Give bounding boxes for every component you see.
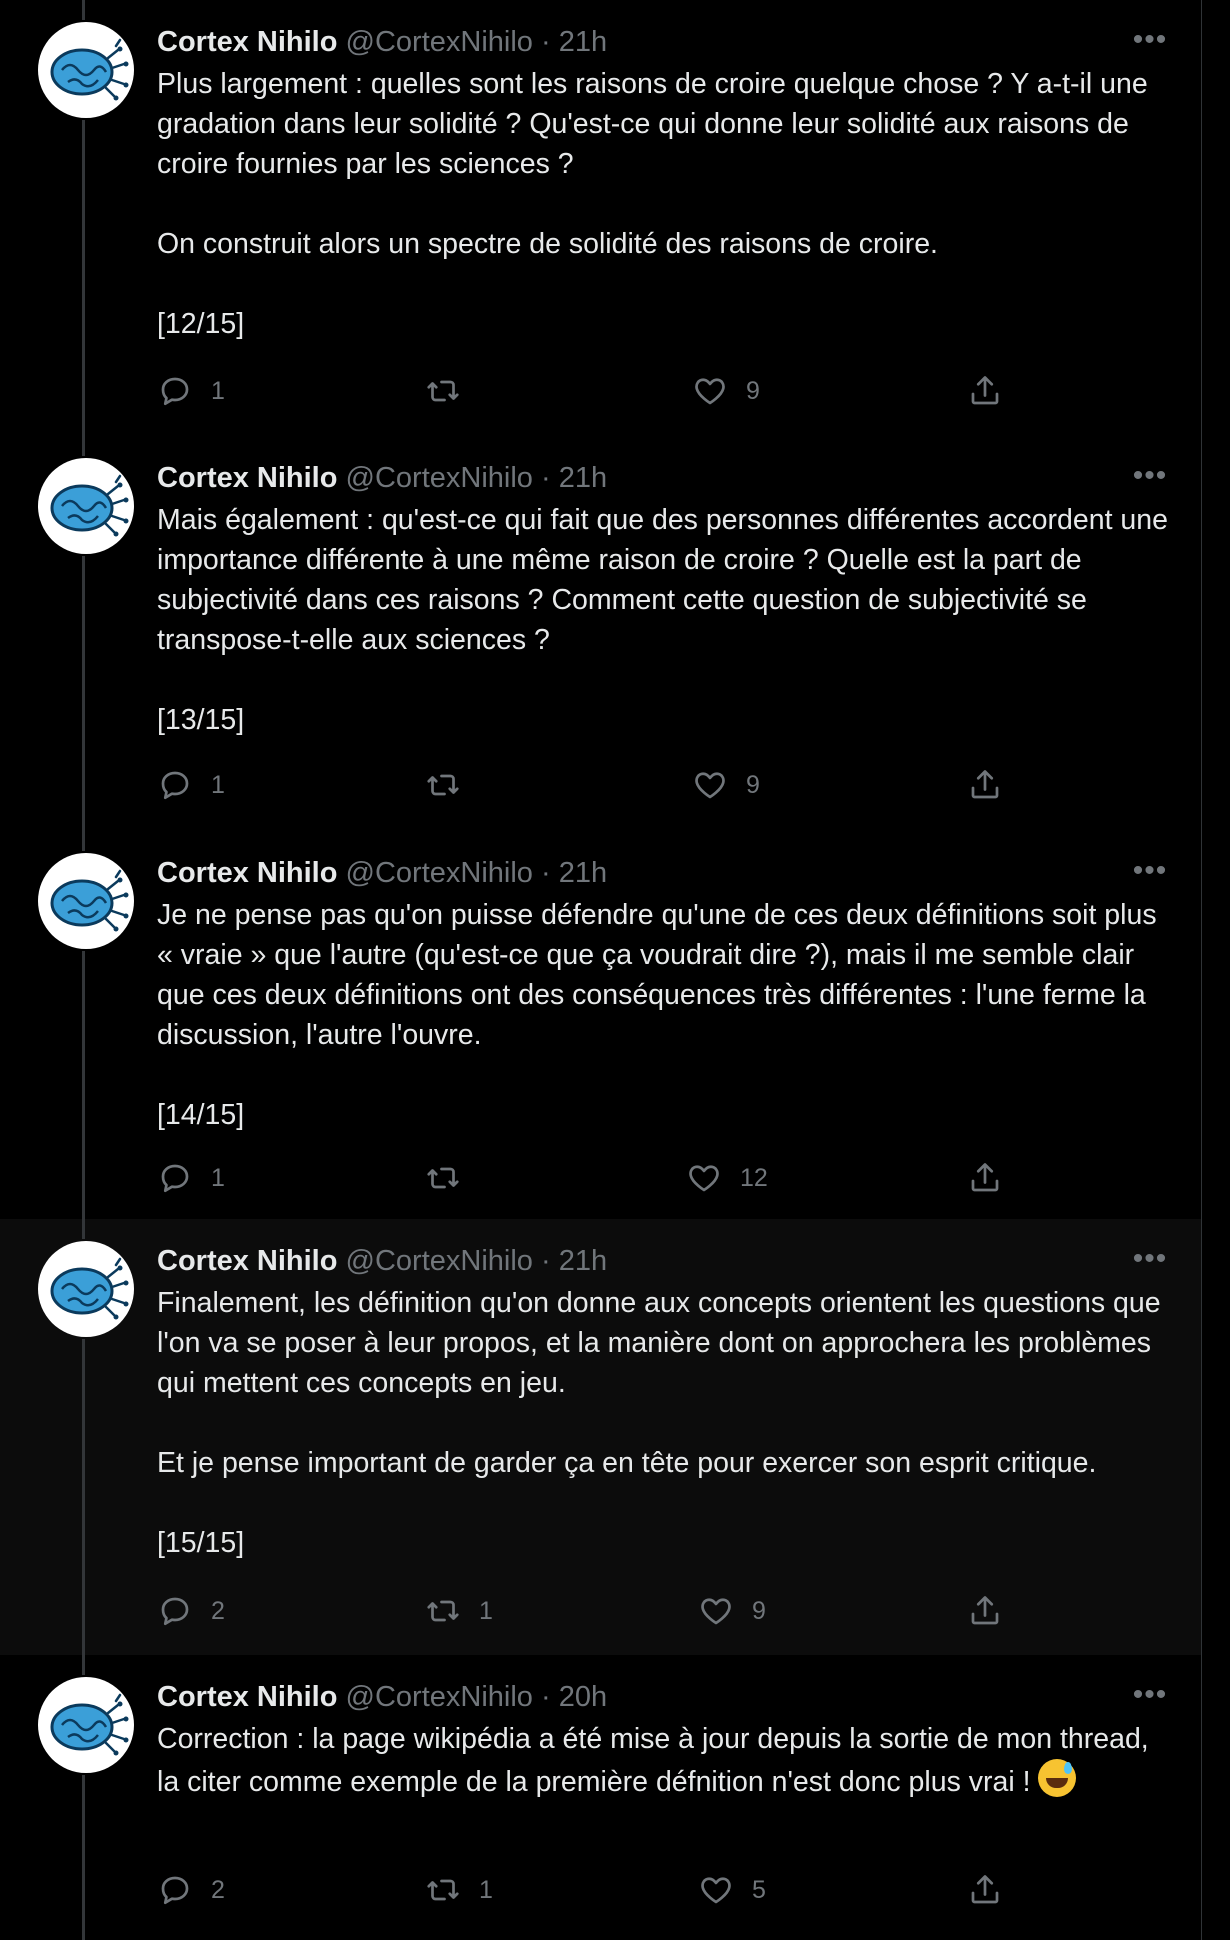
tweet-highlighted[interactable]: [0, 1219, 1201, 1655]
tweet-paragraph: Plus largement : quelles sont les raisons de croire quelque chose ? Y a-t-il une gradation dans leur solidité ? Qu'est-ce qui donne leur solidité aux raisons de croire fournies par les sciences ?: [157, 68, 1156, 180]
share-button[interactable]: [967, 765, 1021, 805]
tweet-paragraph-text: Correction : la page wikipédia a été mise à jour depuis la sortie de mon thread, la citer comme exemple de la première défnition n'est donc plus vrai !: [157, 1723, 1157, 1798]
reply-count: 2: [211, 1596, 225, 1625]
author-handle[interactable]: @CortexNihilo: [345, 857, 533, 889]
tweet[interactable]: [0, 0, 1201, 436]
retweet-button[interactable]: [425, 371, 489, 411]
reply-button[interactable]: [157, 765, 225, 805]
reply-icon: [157, 1872, 193, 1908]
tweet-paragraph: Et je pense important de garder ça en tête pour exercer son esprit critique.: [157, 1447, 1097, 1479]
thread-line: [82, 120, 85, 436]
tweet-actions: [157, 1591, 1017, 1631]
retweet-button[interactable]: [425, 1158, 489, 1198]
reply-icon: [157, 767, 193, 803]
share-button[interactable]: [967, 1158, 1021, 1198]
tweet-paragraph: [13/15]: [157, 704, 245, 736]
avatar[interactable]: [38, 853, 134, 949]
author-handle[interactable]: @CortexNihilo: [345, 1245, 533, 1277]
blue-brain-icon: [38, 22, 134, 118]
tweet-actions: [157, 371, 1017, 411]
thread-line: [82, 436, 85, 456]
blue-brain-icon: [38, 853, 134, 949]
more-horizontal-icon[interactable]: •••: [1132, 23, 1168, 56]
tweet-paragraph: Je ne pense pas qu'on puisse défendre qu'une de ces deux définitions soit plus « vraie » que l'autre (qu'est-ce que ça voudrait dire ?), mais il me semble clair que ces deux définitions ont des conséquences très différentes : l'une ferme la discussion, l'autre l'ouvre.: [157, 899, 1165, 1051]
reply-button[interactable]: [157, 1870, 225, 1910]
tweet-actions: [157, 1870, 1017, 1910]
share-button[interactable]: [967, 371, 1021, 411]
tweet[interactable]: [0, 436, 1201, 831]
reply-button[interactable]: [157, 1591, 225, 1631]
author-name[interactable]: Cortex Nihilo: [157, 1681, 338, 1713]
tweet-header: [157, 458, 607, 498]
separator: ·: [540, 462, 551, 494]
tweet[interactable]: [0, 1655, 1201, 1940]
retweet-count: 1: [479, 1596, 493, 1625]
reply-button[interactable]: [157, 1158, 225, 1198]
share-icon: [967, 1593, 1003, 1629]
like-count: 9: [752, 1596, 766, 1625]
reply-icon: [157, 1593, 193, 1629]
tweet-actions: [157, 1158, 1017, 1198]
retweet-count: 1: [479, 1875, 493, 1904]
tweet-text: [157, 500, 1177, 740]
tweet-paragraph: Mais également : qu'est-ce qui fait que des personnes différentes accordent une importance différente à une même raison de croire ? Quelle est la part de subjectivité dans ces raisons ? Comment cette question de subjectivité se transpose-t-elle aux sciences ?: [157, 504, 1176, 656]
like-count: 12: [740, 1163, 768, 1192]
share-icon: [967, 1160, 1003, 1196]
thread-line: [82, 0, 85, 20]
like-count: 9: [746, 770, 760, 799]
blue-brain-icon: [38, 1677, 134, 1773]
blue-brain-icon: [38, 458, 134, 554]
reply-icon: [157, 1160, 193, 1196]
heart-icon: [692, 373, 728, 409]
retweet-icon: [425, 767, 461, 803]
more-horizontal-icon[interactable]: •••: [1132, 854, 1168, 887]
retweet-icon: [425, 1160, 461, 1196]
tweet-header: [157, 1677, 607, 1717]
author-handle[interactable]: @CortexNihilo: [345, 1681, 533, 1713]
timestamp[interactable]: 21h: [558, 462, 608, 494]
separator: ·: [540, 857, 551, 889]
blue-brain-icon: [38, 1241, 134, 1337]
author-handle[interactable]: @CortexNihilo: [345, 26, 533, 58]
tweet-header: [157, 22, 607, 62]
separator: ·: [540, 1681, 551, 1713]
separator: ·: [540, 1245, 551, 1277]
separator: ·: [540, 26, 551, 58]
timestamp[interactable]: 21h: [558, 857, 608, 889]
heart-icon: [686, 1160, 722, 1196]
tweet-text: [157, 1283, 1177, 1563]
more-horizontal-icon[interactable]: •••: [1132, 459, 1168, 492]
share-button[interactable]: [967, 1870, 1021, 1910]
tweet-text: [157, 1719, 1177, 1802]
thread-line: [82, 831, 85, 851]
author-name[interactable]: Cortex Nihilo: [157, 1245, 338, 1277]
tweet-paragraph: [15/15]: [157, 1527, 245, 1559]
author-name[interactable]: Cortex Nihilo: [157, 857, 338, 889]
avatar[interactable]: [38, 1677, 134, 1773]
reply-icon: [157, 373, 193, 409]
avatar[interactable]: [38, 1241, 134, 1337]
tweet-paragraph: [157, 1719, 1177, 1802]
tweet-text: [157, 895, 1177, 1135]
retweet-icon: [425, 1593, 461, 1629]
share-icon: [967, 767, 1003, 803]
like-button[interactable]: [686, 1158, 768, 1198]
reply-button[interactable]: [157, 371, 225, 411]
more-horizontal-icon[interactable]: •••: [1132, 1242, 1168, 1275]
share-icon: [967, 373, 1003, 409]
thread-line: [82, 556, 85, 831]
timestamp[interactable]: 20h: [558, 1681, 608, 1713]
thread-line: [82, 1219, 85, 1239]
thread-line: [82, 1775, 85, 1940]
timestamp[interactable]: 21h: [558, 1245, 608, 1277]
tweet-text: [157, 64, 1177, 344]
like-count: 5: [752, 1875, 766, 1904]
reply-count: 2: [211, 1875, 225, 1904]
share-button[interactable]: [967, 1591, 1021, 1631]
tweet-actions: [157, 765, 1017, 805]
retweet-icon: [425, 1872, 461, 1908]
tweet-paragraph: [12/15]: [157, 308, 245, 340]
tweet-paragraph: Finalement, les définition qu'on donne aux concepts orientent les questions que l'on va se poser à leur propos, et la manière dont on approchera les problèmes qui mettent ces concepts en jeu.: [157, 1287, 1169, 1399]
reply-count: 1: [211, 770, 225, 799]
heart-icon: [698, 1593, 734, 1629]
tweet-header: [157, 853, 607, 893]
retweet-button[interactable]: [425, 1591, 493, 1631]
like-button[interactable]: [692, 765, 760, 805]
reply-count: 1: [211, 376, 225, 405]
heart-icon: [698, 1872, 734, 1908]
timestamp[interactable]: 21h: [558, 26, 608, 58]
tweet-header: [157, 1241, 607, 1281]
like-count: 9: [746, 376, 760, 405]
like-button[interactable]: [698, 1591, 766, 1631]
grinning-sweat-emoji: [1038, 1759, 1076, 1797]
avatar[interactable]: [38, 22, 134, 118]
retweet-button[interactable]: [425, 1870, 493, 1910]
heart-icon: [692, 767, 728, 803]
like-button[interactable]: [692, 371, 760, 411]
thread-line: [82, 1339, 85, 1655]
reply-count: 1: [211, 1163, 225, 1192]
thread-line: [82, 1655, 85, 1675]
more-horizontal-icon[interactable]: •••: [1132, 1678, 1168, 1711]
tweet[interactable]: [0, 831, 1201, 1219]
thread-line: [82, 951, 85, 1219]
tweet-paragraph: On construit alors un spectre de solidité des raisons de croire.: [157, 228, 938, 260]
avatar[interactable]: [38, 458, 134, 554]
retweet-button[interactable]: [425, 765, 489, 805]
tweet-paragraph: [14/15]: [157, 1099, 245, 1131]
retweet-icon: [425, 373, 461, 409]
author-name[interactable]: Cortex Nihilo: [157, 26, 338, 58]
author-name[interactable]: Cortex Nihilo: [157, 462, 338, 494]
like-button[interactable]: [698, 1870, 766, 1910]
share-icon: [967, 1872, 1003, 1908]
author-handle[interactable]: @CortexNihilo: [345, 462, 533, 494]
